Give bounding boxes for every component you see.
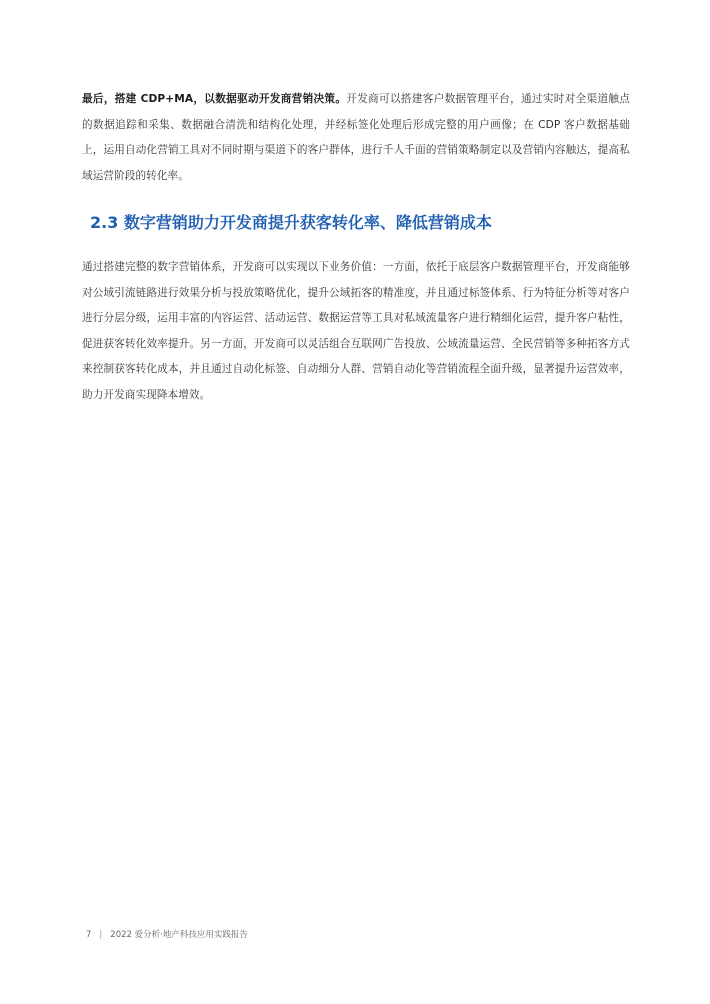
paragraph-cdp-ma — [82, 87, 630, 189]
paragraph-body: 开发商可以搭建客户数据管理平台，通过实时对全渠道触点的数据追踪和采集、数据融合清洗和结构化处理，并经标签化处理后形成完整的用户画像；在 CDP 客户数据基础上，运用自动化营销工具对不同时期与渠道下的客户群体，进行千人千面的营销策略制定以及营销内容触达，提高私域运营阶段的转化率。 — [82, 93, 630, 182]
report-title: 2022 爱分析·地产科技应用实践报告 — [110, 930, 248, 940]
section-heading: 2.3 数字营销助力开发商提升获客转化率、降低营销成本 — [90, 213, 492, 232]
paragraph-business-value: 通过搭建完整的数字营销体系，开发商可以实现以下业务价值：一方面，依托于底层客户数据管理平台，开发商能够对公域引流链路进行效果分析与投放策略优化，提升公域拓客的精准度，并且通过标签体系、行为特征分析等对客户进行分层分级，运用丰富的内容运营、活动运营、数据运营等工具对私域流量客户进行精细化运营，提升客户粘性，促进获客转化效率提升。另一方面，开发商可以灵活组合互联网广告投放、公域流量运营、全民营销等多种拓客方式来控制获客转化成本，并且通过自动化标签、自动细分人群、营销自动化等营销流程全面升级，显著提升运营效率，助力开发商实现降本增效。 — [82, 261, 630, 401]
footer-separator: | — [99, 930, 103, 940]
page-footer — [86, 928, 248, 940]
paragraph-lead: 最后，搭建 CDP+MA，以数据驱动开发商营销决策。 — [82, 93, 347, 105]
page-number: 7 — [86, 930, 92, 940]
